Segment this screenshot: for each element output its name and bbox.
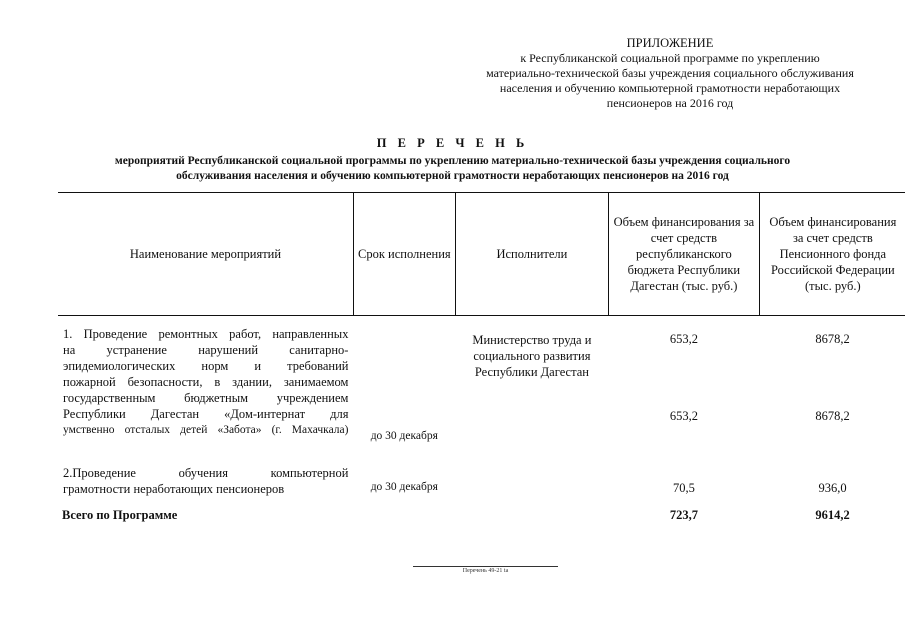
row2-line: 2.Проведение обучения компьютерной [63, 466, 349, 480]
row1-rep-budget-2: 653,2 [669, 409, 698, 423]
row1-executor: Министерство труда и социального развития Республики Дагестан [472, 333, 592, 379]
header-pension-fund: Объем финансирования за счет средств Пенсионного фонда Российской Федерации (тыс. руб.) [759, 193, 905, 316]
appendix-line: населения и обучению компьютерной грамотности неработающих [499, 81, 841, 95]
total-label: Всего по Программе [62, 508, 178, 522]
document-heading [0, 136, 905, 184]
row1-rep-budget-1: 653,2 [669, 332, 698, 346]
appendix-line: материально-технической базы учреждения социального обслуживания [486, 66, 854, 80]
total-pension-fund: 9614,2 [815, 508, 850, 522]
row1-line: эпидемиологических норм и требований [63, 359, 349, 373]
header-measure-name: Наименование мероприятий [58, 193, 353, 316]
table-row [58, 316, 905, 444]
row2-term: до 30 декабря [370, 481, 438, 493]
row1-line: на устранение нарушений санитарно- [63, 343, 349, 357]
table-total-row [58, 498, 905, 524]
appendix-title: ПРИЛОЖЕНИЕ [626, 36, 714, 50]
table-row [58, 443, 905, 498]
row1-pension-fund-2: 8678,2 [815, 409, 850, 423]
row1-line: 1. Проведение ремонтных работ, направленных [63, 327, 349, 341]
header-republic-budget: Объем финансирования за счет средств республиканского бюджета Республики Дагестан (тыс. руб.) [609, 193, 760, 316]
row1-line: государственным бюджетным учреждением [63, 391, 349, 405]
row2-description [58, 443, 353, 498]
row1-line: Республики Дагестан «Дом-интернат для [63, 407, 349, 421]
header-term: Срок исполнения [353, 193, 455, 316]
appendix-line: пенсионеров на 2016 год [606, 96, 734, 110]
document-title: П Е Р Е Ч Е Н Ь [376, 136, 529, 150]
row1-line: умственно отсталых детей «Забота» (г. Махачкала) [63, 424, 349, 436]
footer-note: Перечень 49-21 ta [462, 568, 509, 574]
measures-table [58, 192, 905, 524]
row2-line: грамотности неработающих пенсионеров [63, 482, 285, 496]
row2-executor [455, 443, 608, 498]
row1-pension-fund-1: 8678,2 [815, 332, 850, 346]
total-rep-budget: 723,7 [669, 508, 698, 522]
row1-line: пожарной безопасности, в здании, занимаемом [63, 375, 349, 389]
row2-rep-budget: 70,5 [672, 481, 695, 495]
total-term [353, 498, 455, 524]
measures-table-wrapper [58, 192, 905, 524]
total-executor [455, 498, 608, 524]
row1-rep-budget [609, 316, 760, 444]
appendix-line: к Республиканской социальной программе по укреплению [520, 51, 820, 65]
subtitle-line-2: обслуживания населения и обучению компьютерной грамотности неработающих пенсионеров на 2016 год [176, 170, 729, 182]
document-subtitle [53, 154, 853, 184]
row1-pension-fund [759, 316, 905, 444]
footer-divider [413, 566, 558, 567]
header-executors: Исполнители [455, 193, 608, 316]
table-header-row [58, 193, 905, 316]
row1-description [58, 316, 353, 444]
row1-term: до 30 декабря [370, 430, 438, 442]
subtitle-line-1: мероприятий Республиканской социальной программы по укреплению материально-технической базы учреждения социального [114, 155, 791, 167]
row2-pension-fund: 936,0 [818, 481, 847, 495]
appendix-block [470, 36, 870, 111]
